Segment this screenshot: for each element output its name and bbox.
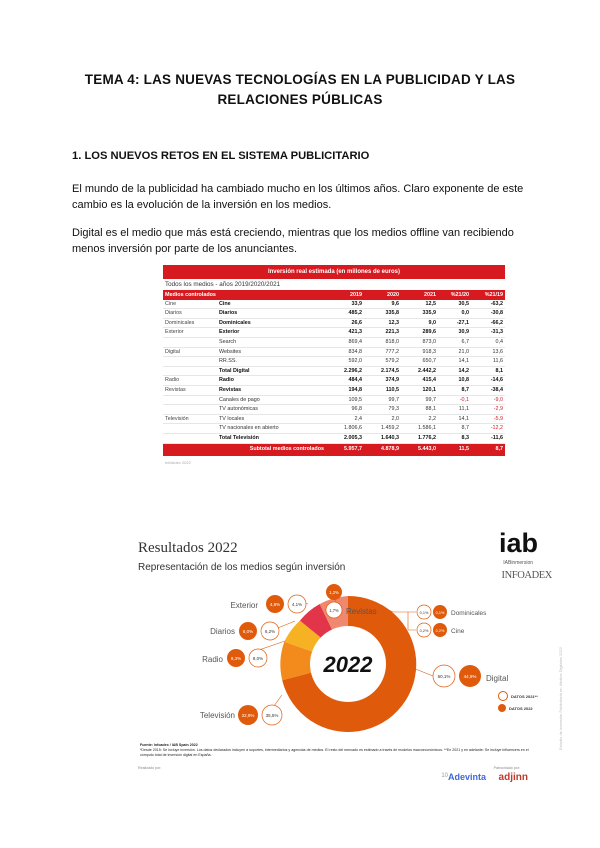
infographic-legend — [498, 690, 538, 714]
header-pct-21-19: %21/19 — [471, 291, 505, 300]
row-pct-21-20: -0,1 — [438, 395, 471, 405]
row-2019: 2.296,2 — [326, 366, 364, 376]
total-2020: 4.878,9 — [364, 443, 401, 456]
total-2019: 5.957,7 — [326, 443, 364, 456]
row-pct-21-20: 30,9 — [438, 328, 471, 338]
row-group — [163, 433, 217, 443]
total-label: Subtotal medios controlados — [163, 443, 326, 456]
row-name: Revistas — [217, 385, 326, 395]
title-line-1: TEMA 4: LAS NUEVAS TECNOLOGÍAS EN LA PUBLICIDAD Y LAS — [84, 72, 516, 87]
row-pct-21-20: 14,2 — [438, 366, 471, 376]
row-group: Cine — [163, 300, 217, 309]
row-pct-21-19: 13,6 — [471, 347, 505, 357]
row-2020: 99,7 — [364, 395, 401, 405]
row-pct-21-20: 8,3 — [438, 433, 471, 443]
row-name: Exterior — [217, 328, 326, 338]
row-name: Websites — [217, 347, 326, 357]
row-2021: 873,0 — [401, 337, 438, 347]
row-name: Dominicales — [217, 318, 326, 328]
value-radio-2022: 8,3% — [230, 656, 242, 661]
row-2021: 918,3 — [401, 347, 438, 357]
row-2019: 26,6 — [326, 318, 364, 328]
row-2020: 2,0 — [364, 414, 401, 424]
total-pct-21-19: 8,7 — [471, 443, 505, 456]
source-text: *Desde 2015: Se incluye inversión. Los datos declarados incluyen a soportes, intermediarios y agencias de medios. El resto del mercado es estimado a través de modelos macroeconómicos. **En 2021 y en adelante: Se incluye influencers en el cómputo total de inversión digital en España. — [140, 748, 529, 757]
legend-2021-swatch — [498, 691, 508, 701]
value-cine-2022: 0,2% — [435, 629, 445, 633]
row-pct-21-20: 0,0 — [438, 309, 471, 319]
row-pct-21-20: 8,7 — [438, 424, 471, 434]
row-2021: 2,2 — [401, 414, 438, 424]
row-pct-21-20: 30,5 — [438, 300, 471, 309]
infoadex-logo: INFOADEX — [501, 570, 552, 581]
row-pct-21-20: 10,8 — [438, 376, 471, 386]
row-group: Exterior — [163, 328, 217, 338]
row-2021: 99,7 — [401, 395, 438, 405]
row-2020: 79,3 — [364, 405, 401, 415]
row-pct-21-20: 14,1 — [438, 414, 471, 424]
iab-logo-sub: IABinmersion — [503, 560, 533, 566]
row-group — [163, 405, 217, 415]
header-2020: 2020 — [364, 291, 401, 300]
value-digital-2022: 44,9% — [463, 674, 477, 679]
legend-2022-swatch — [498, 704, 506, 712]
row-group — [163, 337, 217, 347]
row-pct-21-20: 6,7 — [438, 337, 471, 347]
label-exterior: Exterior — [230, 601, 258, 610]
infographic-subtitle: Representación de los medios según inversión — [138, 562, 346, 573]
row-2021: 1.776,2 — [401, 433, 438, 443]
row-2020: 221,3 — [364, 328, 401, 338]
sponsor-adjinn-logo: adjinn — [498, 772, 528, 783]
total-pct-21-20: 11,5 — [438, 443, 471, 456]
sponsor-adevinta-logo: Adevinta — [447, 772, 486, 782]
row-pct-21-19: -31,3 — [471, 328, 505, 338]
value-exterior-2022: 4,8% — [269, 602, 281, 607]
iab-logo: iab — [498, 528, 538, 558]
realizado-por: Realizado por: — [138, 766, 162, 770]
table-total-row — [163, 443, 505, 456]
row-name: Total Digital — [217, 366, 326, 376]
table-title: Inversión real estimada (en millones de euros) — [163, 265, 505, 279]
row-2020: 9,6 — [364, 300, 401, 309]
value-revistas-2021: 1,7% — [329, 608, 339, 613]
table-row — [163, 366, 505, 376]
value-television-2022: 32,9% — [241, 713, 255, 718]
row-pct-21-19: -38,4 — [471, 385, 505, 395]
table-row — [163, 347, 505, 357]
row-2019: 2.005,3 — [326, 433, 364, 443]
row-group — [163, 395, 217, 405]
investment-table — [163, 291, 505, 456]
row-group: Radio — [163, 376, 217, 386]
row-2019: 592,0 — [326, 357, 364, 367]
row-pct-21-20: 14,1 — [438, 357, 471, 367]
row-name: RR.SS. — [217, 357, 326, 367]
label-dominicales: Dominicales — [451, 610, 487, 617]
paragraph-1: El mundo de la publicidad ha cambiado mucho en los últimos años. Claro exponente de este cambio es la evolución de la inversión en los medios. — [72, 183, 524, 211]
table-footnote: InfoAdex 2022 — [165, 459, 191, 465]
table-subtitle: Todos los medios - años 2019/2020/2021 — [163, 279, 505, 291]
row-2019: 1.806,6 — [326, 424, 364, 434]
row-2021: 335,9 — [401, 309, 438, 319]
row-2019: 869,4 — [326, 337, 364, 347]
row-name: Total Televisión — [217, 433, 326, 443]
row-pct-21-19: -14,6 — [471, 376, 505, 386]
row-pct-21-19: -66,2 — [471, 318, 505, 328]
row-2019: 834,8 — [326, 347, 364, 357]
value-revistas-2022: 1,2% — [329, 590, 339, 595]
row-name: TV autonómicas — [217, 405, 326, 415]
row-pct-21-20: 21,0 — [438, 347, 471, 357]
table-row — [163, 414, 505, 424]
row-name: Search — [217, 337, 326, 347]
row-group — [163, 357, 217, 367]
row-pct-21-19: 8,1 — [471, 366, 505, 376]
row-pct-21-19: -12,2 — [471, 424, 505, 434]
label-digital: Digital — [486, 674, 509, 683]
row-2020: 374,9 — [364, 376, 401, 386]
row-2019: 96,8 — [326, 405, 364, 415]
table-row — [163, 309, 505, 319]
table-row — [163, 385, 505, 395]
table-row — [163, 357, 505, 367]
row-2020: 818,0 — [364, 337, 401, 347]
row-name: TV nacionales en abierto — [217, 424, 326, 434]
row-2021: 289,6 — [401, 328, 438, 338]
header-pct-21-20: %21/20 — [438, 291, 471, 300]
header-2021: 2021 — [401, 291, 438, 300]
row-2019: 2,4 — [326, 414, 364, 424]
infographic-page-number: 10 — [441, 773, 448, 779]
row-2021: 650,7 — [401, 357, 438, 367]
row-pct-21-19: -63,2 — [471, 300, 505, 309]
row-pct-21-20: 11,1 — [438, 405, 471, 415]
row-group: Digital — [163, 347, 217, 357]
header-medios: Medios controlados — [163, 291, 326, 300]
label-television: Televisión — [199, 711, 235, 720]
legend-2021-label: DATOS 2021** — [511, 693, 538, 699]
value-digital-2021: 60,1% — [437, 674, 451, 679]
row-name: Cine — [217, 300, 326, 309]
row-pct-21-19: -11,6 — [471, 433, 505, 443]
title-line-2: RELACIONES PÚBLICAS — [217, 92, 383, 107]
row-pct-21-19: 11,6 — [471, 357, 505, 367]
label-diarios: Diarios — [210, 627, 235, 636]
infographic-source — [140, 743, 540, 758]
patrocinado-por: Patrocinado por: — [493, 766, 520, 770]
row-group: Revistas — [163, 385, 217, 395]
row-pct-21-19: -2,9 — [471, 405, 505, 415]
header-2019: 2019 — [326, 291, 364, 300]
table-row — [163, 405, 505, 415]
row-pct-21-20: 8,7 — [438, 385, 471, 395]
legend-2022-label: DATOS 2022 — [509, 705, 533, 711]
row-name: TV locales — [217, 414, 326, 424]
donut-center-label: 2022 — [323, 652, 373, 677]
table-row — [163, 337, 505, 347]
table-body — [163, 300, 505, 443]
row-pct-21-19: -9,0 — [471, 395, 505, 405]
table-row — [163, 318, 505, 328]
legend-2021 — [498, 690, 538, 702]
row-2019: 33,9 — [326, 300, 364, 309]
row-2020: 1.459,2 — [364, 424, 401, 434]
results-infographic — [108, 520, 570, 790]
table-row — [163, 376, 505, 386]
legend-2022 — [498, 702, 538, 714]
row-2021: 12,5 — [401, 300, 438, 309]
table-row — [163, 328, 505, 338]
row-2020: 777,2 — [364, 347, 401, 357]
row-2019: 485,2 — [326, 309, 364, 319]
row-name: Diarios — [217, 309, 326, 319]
value-cine-2021: 0,2% — [419, 629, 429, 633]
investment-table-figure — [163, 265, 505, 505]
table-header-row — [163, 291, 505, 300]
row-2020: 2.174,5 — [364, 366, 401, 376]
total-2021: 5.443,0 — [401, 443, 438, 456]
row-group — [163, 366, 217, 376]
table-row — [163, 433, 505, 443]
section-heading: 1. LOS NUEVOS RETOS EN EL SISTEMA PUBLICITARIO — [72, 150, 370, 162]
row-2020: 12,3 — [364, 318, 401, 328]
document-title — [60, 70, 540, 110]
row-2020: 110,5 — [364, 385, 401, 395]
row-pct-21-19: -5,9 — [471, 414, 505, 424]
row-pct-21-19: -30,8 — [471, 309, 505, 319]
table-row — [163, 395, 505, 405]
infographic-title: Resultados 2022 — [138, 540, 238, 556]
row-pct-21-19: 0,4 — [471, 337, 505, 347]
label-radio: Radio — [202, 655, 223, 664]
value-diarios-2022: 6,0% — [242, 629, 254, 634]
table-row — [163, 424, 505, 434]
value-television-2021: 35,5% — [265, 713, 279, 718]
row-2019: 421,3 — [326, 328, 364, 338]
row-2020: 335,8 — [364, 309, 401, 319]
label-revistas: Revistas — [346, 607, 377, 616]
row-2019: 109,5 — [326, 395, 364, 405]
value-radio-2021: 8,0% — [252, 656, 264, 661]
label-cine: Cine — [451, 628, 465, 635]
row-2020: 579,2 — [364, 357, 401, 367]
row-name: Radio — [217, 376, 326, 386]
row-group: Diarios — [163, 309, 217, 319]
value-dominicales-2021: 0,1% — [419, 611, 429, 615]
infographic-side-text: Estudio de Inversión Publicitaria en Medios Digitales 2022 — [558, 647, 563, 750]
value-dominicales-2022: 0,1% — [435, 611, 445, 615]
row-group: Dominicales — [163, 318, 217, 328]
table-row — [163, 300, 505, 309]
row-group — [163, 424, 217, 434]
row-2021: 9,0 — [401, 318, 438, 328]
row-group: Televisión — [163, 414, 217, 424]
paragraph-2: Digital es el medio que más está creciendo, mientras que los medios offline van recibiendo menos inversión por parte de los anunciantes. — [72, 227, 514, 255]
row-2019: 194,8 — [326, 385, 364, 395]
row-2021: 415,4 — [401, 376, 438, 386]
value-exterior-2021: 4,1% — [291, 602, 303, 607]
row-2021: 1.586,1 — [401, 424, 438, 434]
row-2019: 484,4 — [326, 376, 364, 386]
source-heading: Fuente: Infoadex / IAB Spain 2022 — [140, 743, 198, 747]
row-pct-21-20: -27,1 — [438, 318, 471, 328]
row-2021: 2.442,2 — [401, 366, 438, 376]
row-2020: 1.640,3 — [364, 433, 401, 443]
row-name: Canales de pago — [217, 395, 326, 405]
row-2021: 120,1 — [401, 385, 438, 395]
value-diarios-2021: 6,2% — [264, 629, 276, 634]
row-2021: 88,1 — [401, 405, 438, 415]
